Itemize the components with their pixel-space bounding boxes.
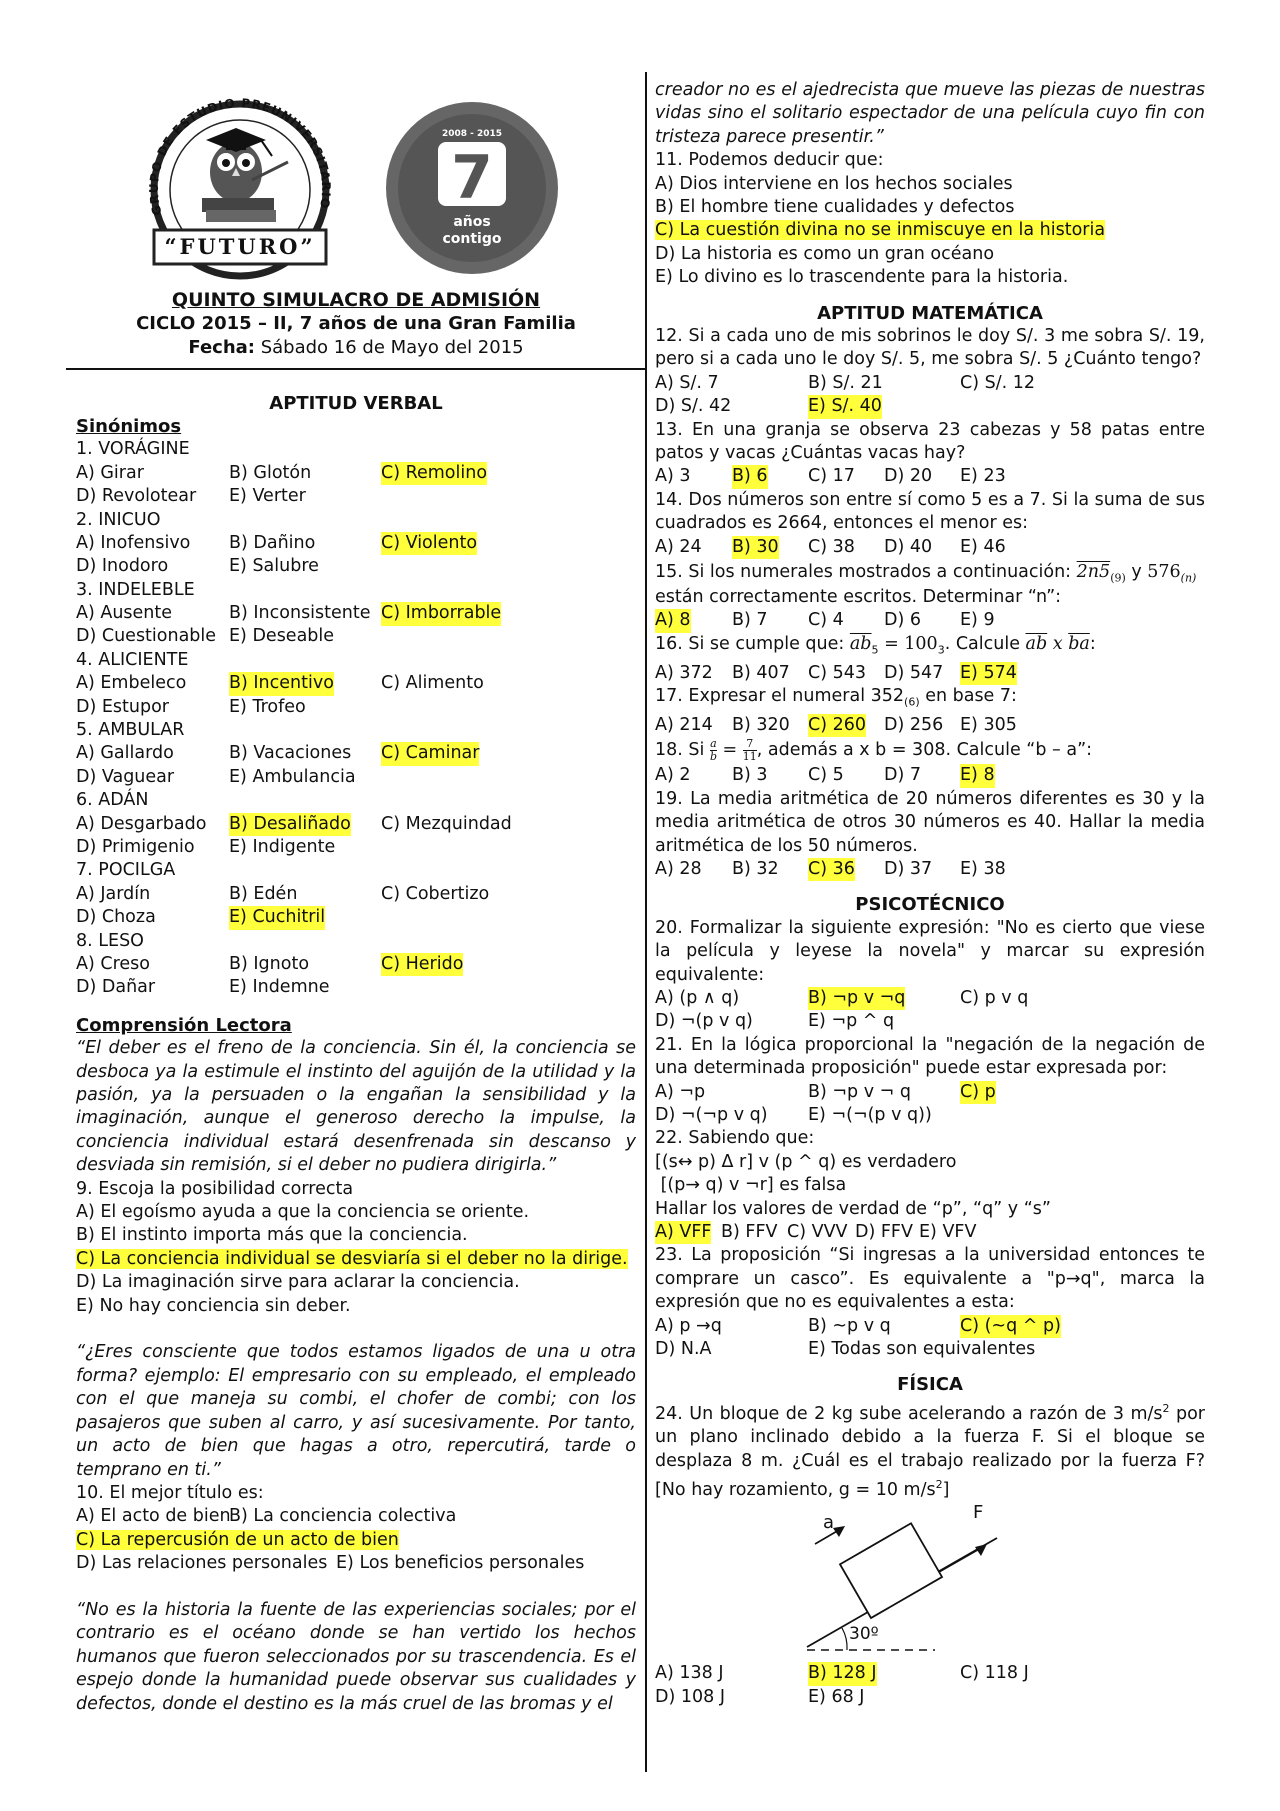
- option-a[interactable]: A) Dios interviene en los hechos sociales: [655, 173, 1013, 194]
- option-b[interactable]: B) El instinto importa más que la conciencia.: [76, 1225, 468, 1246]
- option-e[interactable]: E) 38: [960, 859, 1006, 880]
- options-row: [655, 987, 1205, 1010]
- option-c-answer[interactable]: C) La conciencia individual se desviaría si el deber no la dirige.: [76, 1248, 628, 1269]
- option-b[interactable]: B) 407: [732, 662, 790, 683]
- question-stem: 3. INDELEBLE: [76, 579, 195, 600]
- q24-exp-1: 2: [1162, 1401, 1170, 1415]
- options-row: [655, 1315, 1205, 1338]
- option-a-answer[interactable]: A) 8: [655, 609, 691, 632]
- option-d[interactable]: D) 40: [884, 536, 933, 557]
- options-row: [655, 858, 1205, 881]
- option-b-answer[interactable]: B) 128 J: [808, 1662, 877, 1685]
- option-b-answer[interactable]: B) Incentivo: [229, 672, 334, 695]
- option-d[interactable]: D) 37: [884, 859, 933, 880]
- option-e-answer[interactable]: E) Cuchitril: [229, 906, 325, 929]
- option-a[interactable]: A) ¬p: [655, 1081, 706, 1102]
- option-d[interactable]: D) FFV: [855, 1222, 913, 1243]
- q17-stem-b: en base 7:: [919, 686, 1017, 707]
- options-row: [655, 662, 1205, 685]
- question-prompt: Hallar los valores de verdad de “p”, “q” y “s”: [655, 1198, 1051, 1219]
- option-d[interactable]: D) ¬(p v q): [655, 1011, 753, 1032]
- question-stem: 10. El mejor título es:: [76, 1482, 264, 1503]
- q15-numeral-2: 576: [1147, 562, 1181, 583]
- section-aptitud-verbal: APTITUD VERBAL: [269, 392, 443, 414]
- question-stem: 21. En la lógica proporcional la "negación de la negación de una determinada proposición" puede estar expresada por:: [655, 1034, 1205, 1079]
- option-d[interactable]: D) Las relaciones personales: [76, 1553, 328, 1574]
- options-row: [76, 625, 636, 648]
- option-a[interactable]: A) 24: [655, 536, 702, 557]
- acceleration-label: a: [823, 1512, 835, 1534]
- option-c[interactable]: C) VVV: [787, 1222, 848, 1243]
- option-a[interactable]: A) 3: [655, 466, 691, 487]
- option-a[interactable]: A) p →q: [655, 1315, 722, 1336]
- q18-stem-a: 18. Si: [655, 740, 710, 761]
- right-column: [655, 79, 1205, 1709]
- left-column: [76, 0, 636, 1716]
- option-c-answer[interactable]: C) 260: [808, 714, 866, 737]
- option-e[interactable]: E) Todas son equivalentes: [808, 1339, 1036, 1360]
- exam-subtitle: CICLO 2015 – II, 7 años de una Gran Familia: [136, 313, 576, 334]
- option-d[interactable]: D) 108 J: [655, 1686, 725, 1707]
- option-d[interactable]: D) 6: [884, 610, 921, 631]
- subsection-comprension-lectora: Comprensión Lectora: [76, 1014, 292, 1036]
- option-e-answer[interactable]: E) S/. 40: [808, 395, 882, 418]
- options-row: [655, 1081, 1205, 1104]
- q16-numeral-ba: $\overline{ba}$: [1068, 633, 1090, 654]
- option-a[interactable]: A) Ausente: [76, 603, 173, 624]
- question-stem: 12. Si a cada uno de mis sobrinos le doy S/. 3 me sobra S/. 19, pero si a cada uno le doy S/. 5, me sobra S/. 5 ¿Cuánto tengo?: [655, 326, 1205, 370]
- anniversary-badge: [386, 102, 558, 274]
- option-e[interactable]: E) Los beneficios personales: [336, 1553, 585, 1574]
- options-row: [655, 1686, 1205, 1709]
- q18-frac-den: b: [709, 749, 717, 763]
- options-row: [655, 609, 1205, 632]
- options-row: [655, 536, 1205, 559]
- option-d[interactable]: D) 7: [884, 765, 921, 786]
- futuro-ring-text: GRUPO DE ESTUDIO PREUNIVERSITARIO: [146, 96, 334, 217]
- question-stem: 23. La proposición “Si ingresas a la universidad entonces te comprare un casco”. Es equivalente a "p→q", marca la expresión que no es equivalentes a esta:: [655, 1245, 1205, 1313]
- option-a[interactable]: A) Girar: [76, 462, 144, 483]
- angle-label: 30º: [849, 1624, 879, 1645]
- options-row: [76, 1552, 636, 1575]
- badge-number: 7: [451, 143, 493, 213]
- option-c-answer[interactable]: C) Remolino: [381, 462, 487, 485]
- option-b[interactable]: B) Ignoto: [229, 954, 310, 975]
- option-d[interactable]: D) 256: [884, 715, 944, 736]
- q15-base-2: (n): [1180, 571, 1197, 585]
- option-b[interactable]: B) 3: [732, 765, 768, 786]
- options-row: [76, 485, 636, 508]
- q16-stem-b: . Calcule: [944, 633, 1026, 654]
- option-a[interactable]: A) Jardín: [76, 883, 151, 904]
- option-d[interactable]: D) Estupor: [76, 696, 170, 717]
- option-a[interactable]: A) Inofensivo: [76, 532, 191, 553]
- option-d[interactable]: D) Cuestionable: [76, 626, 217, 647]
- section-aptitud-matematica: APTITUD MATEMÁTICA: [817, 302, 1043, 324]
- option-b-answer[interactable]: B) 30: [732, 536, 779, 559]
- option-d[interactable]: D) S/. 42: [655, 396, 732, 417]
- option-b[interactable]: B) ¬p v ¬ q: [808, 1081, 911, 1102]
- option-a[interactable]: A) El acto de bien: [76, 1506, 231, 1527]
- options-row: [76, 836, 636, 859]
- date-value: Sábado 16 de Mayo del 2015: [254, 337, 524, 358]
- option-c-answer[interactable]: C) 36: [808, 858, 855, 881]
- option-a[interactable]: A) 28: [655, 859, 702, 880]
- date-label: Fecha:: [188, 337, 255, 358]
- futuro-logo: [147, 96, 333, 276]
- option-b[interactable]: B) ~p v q: [808, 1315, 891, 1336]
- option-d[interactable]: D) Dañar: [76, 977, 156, 998]
- option-c-answer[interactable]: C) Imborrable: [381, 602, 501, 625]
- option-d[interactable]: D) Inodoro: [76, 556, 169, 577]
- options-row: [655, 1662, 1205, 1685]
- option-e[interactable]: E) ¬(¬(p v q)): [808, 1105, 932, 1126]
- option-e-answer[interactable]: E) 574: [960, 662, 1017, 685]
- subsection-sinonimos: Sinónimos: [76, 415, 182, 437]
- option-e[interactable]: E) Salubre: [229, 556, 319, 577]
- reading-text-3-part-2: creador no es el ajedrecista que mueve las piezas de nuestras vidas sino el solitario espectador de una película cuyo fin con tristeza parece presentir.”: [655, 80, 1205, 147]
- q24-stem-a: 24. Un bloque de 2 kg sube acelerando a razón de 3 m/s: [655, 1403, 1163, 1424]
- option-b[interactable]: B) FFV: [721, 1222, 778, 1243]
- option-b[interactable]: B) Glotón: [229, 462, 312, 483]
- option-c-answer[interactable]: C) Herido: [381, 953, 463, 976]
- option-e[interactable]: E) ¬p ^ q: [808, 1011, 895, 1032]
- q18-frac-7: 7: [743, 738, 757, 751]
- reading-text-1: “El deber es el freno de la conciencia. Sin él, la conciencia se desboca ya la estimule el instinto del aguijón de la utilidad y la pasión, ya la persuaden o la engañan la sensibilidad y la imaginación, aunque el generoso derecho la impulse, la conciencia individual estará desenfrenada sin descanso y desviada sin remisión, si el deber no pudiera dirigirla.”: [76, 1038, 636, 1176]
- question-stem: 5. AMBULAR: [76, 720, 185, 741]
- options-row: [655, 372, 1205, 395]
- question-stem: 1. VORÁGINE: [76, 439, 190, 460]
- question-stem: 7. POCILGA: [76, 860, 176, 881]
- option-c[interactable]: C) 543: [808, 662, 867, 683]
- option-c[interactable]: C) 5: [808, 765, 844, 786]
- option-c[interactable]: C) 118 J: [960, 1663, 1029, 1684]
- options-row: [655, 764, 1205, 787]
- question-stem: 14. Dos números son entre sí como 5 es a 7. Si la suma de sus cuadrados es 2664, entonces el menor es:: [655, 489, 1205, 534]
- q16-base-5: 5: [871, 643, 879, 657]
- q18-fraction-7-11: [743, 738, 757, 763]
- inclined-plane-diagram: [655, 1502, 1205, 1662]
- option-a[interactable]: A) 214: [655, 715, 713, 736]
- option-c-answer[interactable]: C) (~q ^ p): [960, 1315, 1061, 1338]
- option-e[interactable]: E) Verter: [229, 486, 306, 507]
- question-stem: 6. ADÁN: [76, 790, 149, 811]
- q16-numeral-ab: $\overline{ab}$: [849, 633, 872, 654]
- option-b[interactable]: B) Vacaciones: [229, 743, 352, 764]
- options-row: [76, 532, 636, 555]
- option-e[interactable]: E) 9: [960, 610, 995, 631]
- option-a[interactable]: A) 2: [655, 765, 691, 786]
- options-row: [76, 906, 636, 929]
- options-row: [76, 1505, 636, 1528]
- logos-row: [76, 80, 636, 280]
- option-e[interactable]: E) 23: [960, 466, 1006, 487]
- q18-frac-num: a: [710, 736, 717, 750]
- option-e[interactable]: E) Trofeo: [229, 696, 306, 717]
- options-row: [76, 976, 636, 999]
- options-row: [76, 462, 636, 485]
- q24-exp-2: 2: [935, 1477, 943, 1491]
- option-b[interactable]: B) El hombre tiene cualidades y defectos: [655, 197, 1015, 218]
- option-c-answer[interactable]: C) Caminar: [381, 742, 479, 765]
- option-e[interactable]: E) 68 J: [808, 1686, 865, 1707]
- q16-times: x: [1047, 633, 1069, 654]
- options-row: [655, 1221, 1205, 1244]
- q18-stem-b: , además a x b = 308. Calcule “b – a”:: [756, 740, 1093, 761]
- option-d[interactable]: D) ¬(¬p v q): [655, 1105, 768, 1126]
- options-row: [76, 953, 636, 976]
- option-a[interactable]: A) Creso: [76, 954, 150, 975]
- section-psicotecnico: PSICOTÉCNICO: [855, 894, 1005, 916]
- exam-date: [76, 336, 636, 360]
- question-stem: 13. En una granja se observa 23 cabezas y 58 patas entre patos y vacas ¿Cuántas vacas hay?: [655, 419, 1205, 464]
- q18-frac-11: 11: [742, 749, 757, 763]
- reading-text-3-part-1: “No es la historia la fuente de las experiencias sociales; por el contrario es el océano donde se han vertido los hechos humanos que fueron seleccionados por su trascendencia. Es el espejo donde la humanidad puede observar sus cualidades y defectos, donde el destino es la más cruel de las bromas y el: [76, 1599, 636, 1714]
- option-e[interactable]: E) VFV: [919, 1222, 977, 1243]
- option-b[interactable]: B) 32: [732, 859, 779, 880]
- options-row: [655, 1338, 1205, 1361]
- premise-1: [(s↔ p) Δ r] v (p ^ q) es verdadero: [655, 1151, 957, 1172]
- option-a[interactable]: A) El egoísmo ayuda a que la conciencia se oriente.: [76, 1202, 530, 1223]
- question-stem: 4. ALICIENTE: [76, 649, 189, 670]
- option-a[interactable]: A) Gallardo: [76, 743, 174, 764]
- futuro-name: “FUTURO”: [164, 234, 316, 259]
- reading-text-2: “¿Eres consciente que todos estamos ligados de una u otra forma? ejemplo: El empresario con su empleado, el empleado con el que maneja su combi, el chofer de combi; con los pasajeros que suben al carro, y así sucesivamente. Por tanto, un acto de bien que hagas a otro, repercutirá, tarde o temprano en ti.”: [76, 1342, 636, 1480]
- option-b[interactable]: B) Dañino: [229, 532, 316, 553]
- question-stem: 20. Formalizar la siguiente expresión: "No es cierto que viese la película y leyese la novela" y marcar su expresión equivalente:: [655, 917, 1205, 985]
- option-c-answer[interactable]: C) p: [960, 1081, 996, 1104]
- option-e[interactable]: E) Ambulancia: [229, 766, 356, 787]
- option-e[interactable]: E) 46: [960, 536, 1006, 557]
- question-stem: [655, 633, 1205, 662]
- option-d[interactable]: D) 547: [884, 662, 944, 683]
- options-row: [76, 742, 636, 765]
- question-stem: [655, 685, 1205, 714]
- q15-base-1: (9): [1110, 571, 1126, 585]
- option-b[interactable]: B) 7: [732, 610, 768, 631]
- options-row: [76, 813, 636, 836]
- option-a[interactable]: A) (p ∧ q): [655, 988, 740, 1009]
- option-e[interactable]: E) Deseable: [229, 626, 335, 647]
- option-e-answer[interactable]: E) 8: [960, 764, 995, 787]
- option-b[interactable]: B) 320: [732, 715, 790, 736]
- option-c[interactable]: C) 17: [808, 466, 855, 487]
- question-stem: 2. INICUO: [76, 509, 161, 530]
- options-row: [655, 714, 1205, 737]
- option-d[interactable]: D) 20: [884, 466, 933, 487]
- option-e[interactable]: E) No hay conciencia sin deber.: [76, 1295, 351, 1316]
- badge-years: 2008 - 2015: [441, 129, 503, 139]
- q15-and: y: [1125, 562, 1148, 583]
- options-row: [76, 696, 636, 719]
- option-c[interactable]: C) 38: [808, 536, 855, 557]
- option-b[interactable]: B) S/. 21: [808, 372, 883, 393]
- option-d[interactable]: D) N.A: [655, 1339, 712, 1360]
- options-row: [76, 602, 636, 625]
- q18-fraction-ab: [710, 738, 717, 763]
- option-a[interactable]: A) S/. 7: [655, 372, 719, 393]
- option-d[interactable]: D) La imaginación sirve para aclarar la conciencia.: [76, 1272, 520, 1293]
- options-row: [655, 395, 1205, 418]
- option-b[interactable]: B) Edén: [229, 883, 298, 904]
- q15-stem-a: 15. Si los numerales mostrados a continuación:: [655, 562, 1072, 583]
- badge-line1: años: [453, 214, 491, 230]
- q15-numeral-1: 2n5: [1076, 562, 1111, 583]
- option-c[interactable]: C) Alimento: [381, 673, 484, 694]
- logos-graphic: [76, 80, 636, 280]
- options-row: [76, 555, 636, 578]
- options-row: [655, 465, 1205, 488]
- exam-title: QUINTO SIMULACRO DE ADMISIÓN: [171, 289, 541, 311]
- option-c[interactable]: C) S/. 12: [960, 372, 1036, 393]
- options-row: [76, 883, 636, 906]
- question-stem: 8. LESO: [76, 930, 144, 951]
- option-c-answer[interactable]: C) Violento: [381, 532, 477, 555]
- option-a[interactable]: A) 372: [655, 662, 713, 683]
- question-stem: [655, 559, 1205, 586]
- q24-stem-b: por un plano inclinado debido a la fuerza F. Si el bloque se desplaza 8 m. ¿Cuál es el trabajo realizado por la fuerza F? [No hay rozamiento, g = 10 m/s: [655, 1403, 1205, 1500]
- option-b[interactable]: B) La conciencia colectiva: [229, 1506, 457, 1527]
- q16-stem-a: 16. Si se cumple que:: [655, 633, 850, 654]
- badge-line2: contigo: [442, 231, 502, 247]
- option-c[interactable]: C) 4: [808, 610, 844, 631]
- options-row: [76, 672, 636, 695]
- option-d[interactable]: D) Primigenio: [76, 837, 195, 858]
- option-d[interactable]: D) Revolotear: [76, 486, 197, 507]
- question-stem: [655, 737, 1205, 764]
- question-stem: [655, 1397, 1205, 1502]
- option-e[interactable]: E) Indigente: [229, 837, 336, 858]
- q17-base: (6): [904, 695, 920, 709]
- option-e[interactable]: E) Indemne: [229, 977, 330, 998]
- question-stem: 9. Escoja la posibilidad correcta: [76, 1178, 354, 1199]
- option-a-answer[interactable]: A) VFF: [655, 1221, 711, 1244]
- section-fisica: FÍSICA: [897, 1374, 963, 1396]
- q16-colon: :: [1089, 633, 1096, 654]
- option-c[interactable]: C) Mezquindad: [381, 813, 512, 834]
- options-row: [655, 1010, 1205, 1033]
- option-b-answer[interactable]: B) Desaliñado: [229, 813, 351, 836]
- option-e[interactable]: E) Lo divino es lo trascendente para la historia.: [655, 267, 1069, 288]
- q17-stem-a: 17. Expresar el numeral 352: [655, 686, 905, 707]
- option-e[interactable]: E) 305: [960, 715, 1017, 736]
- option-b-answer[interactable]: B) ¬p v ¬q: [808, 987, 905, 1010]
- option-c[interactable]: C) Cobertizo: [381, 883, 490, 904]
- option-d[interactable]: D) Vaguear: [76, 766, 175, 787]
- option-b[interactable]: B) Inconsistente: [229, 603, 371, 624]
- option-c[interactable]: C) p v q: [960, 988, 1029, 1009]
- q18-equals: =: [716, 740, 743, 761]
- options-row: [655, 1104, 1205, 1127]
- option-d[interactable]: D) Choza: [76, 907, 156, 928]
- column-divider: [645, 72, 647, 1772]
- question-stem: 19. La media aritmética de 20 números diferentes es 30 y la media aritmética de otros 30 números es 40. Hallar la media aritmética de los 50 números.: [655, 788, 1205, 856]
- q16-base-3: 3: [937, 643, 945, 657]
- option-a[interactable]: A) Embeleco: [76, 673, 187, 694]
- question-stem: 22. Sabiendo que:: [655, 1128, 815, 1149]
- q24-stem-c: ]: [942, 1479, 950, 1500]
- option-c-answer[interactable]: C) La repercusión de un acto de bien: [76, 1529, 399, 1550]
- question-stem-cont: están correctamente escritos. Determinar “n”:: [655, 587, 1062, 608]
- premise-2: [(p→ q) v ¬r] es falsa: [655, 1175, 847, 1196]
- q16-numeral-ab-2: $\overline{ab}$: [1025, 633, 1048, 654]
- option-d[interactable]: D) La historia es como un gran océano: [655, 243, 995, 264]
- inclined-plane-figure: [655, 1502, 1205, 1662]
- option-a[interactable]: A) 138 J: [655, 1663, 724, 1684]
- option-c-answer[interactable]: C) La cuestión divina no se inmiscuye en la historia: [655, 220, 1106, 241]
- option-b-answer[interactable]: B) 6: [732, 465, 768, 488]
- option-a[interactable]: A) Desgarbado: [76, 813, 207, 834]
- question-stem: 11. Podemos deducir que:: [655, 150, 884, 171]
- q16-equals: = 100: [878, 633, 938, 654]
- options-row: [76, 766, 636, 789]
- force-label: F: [973, 1502, 984, 1524]
